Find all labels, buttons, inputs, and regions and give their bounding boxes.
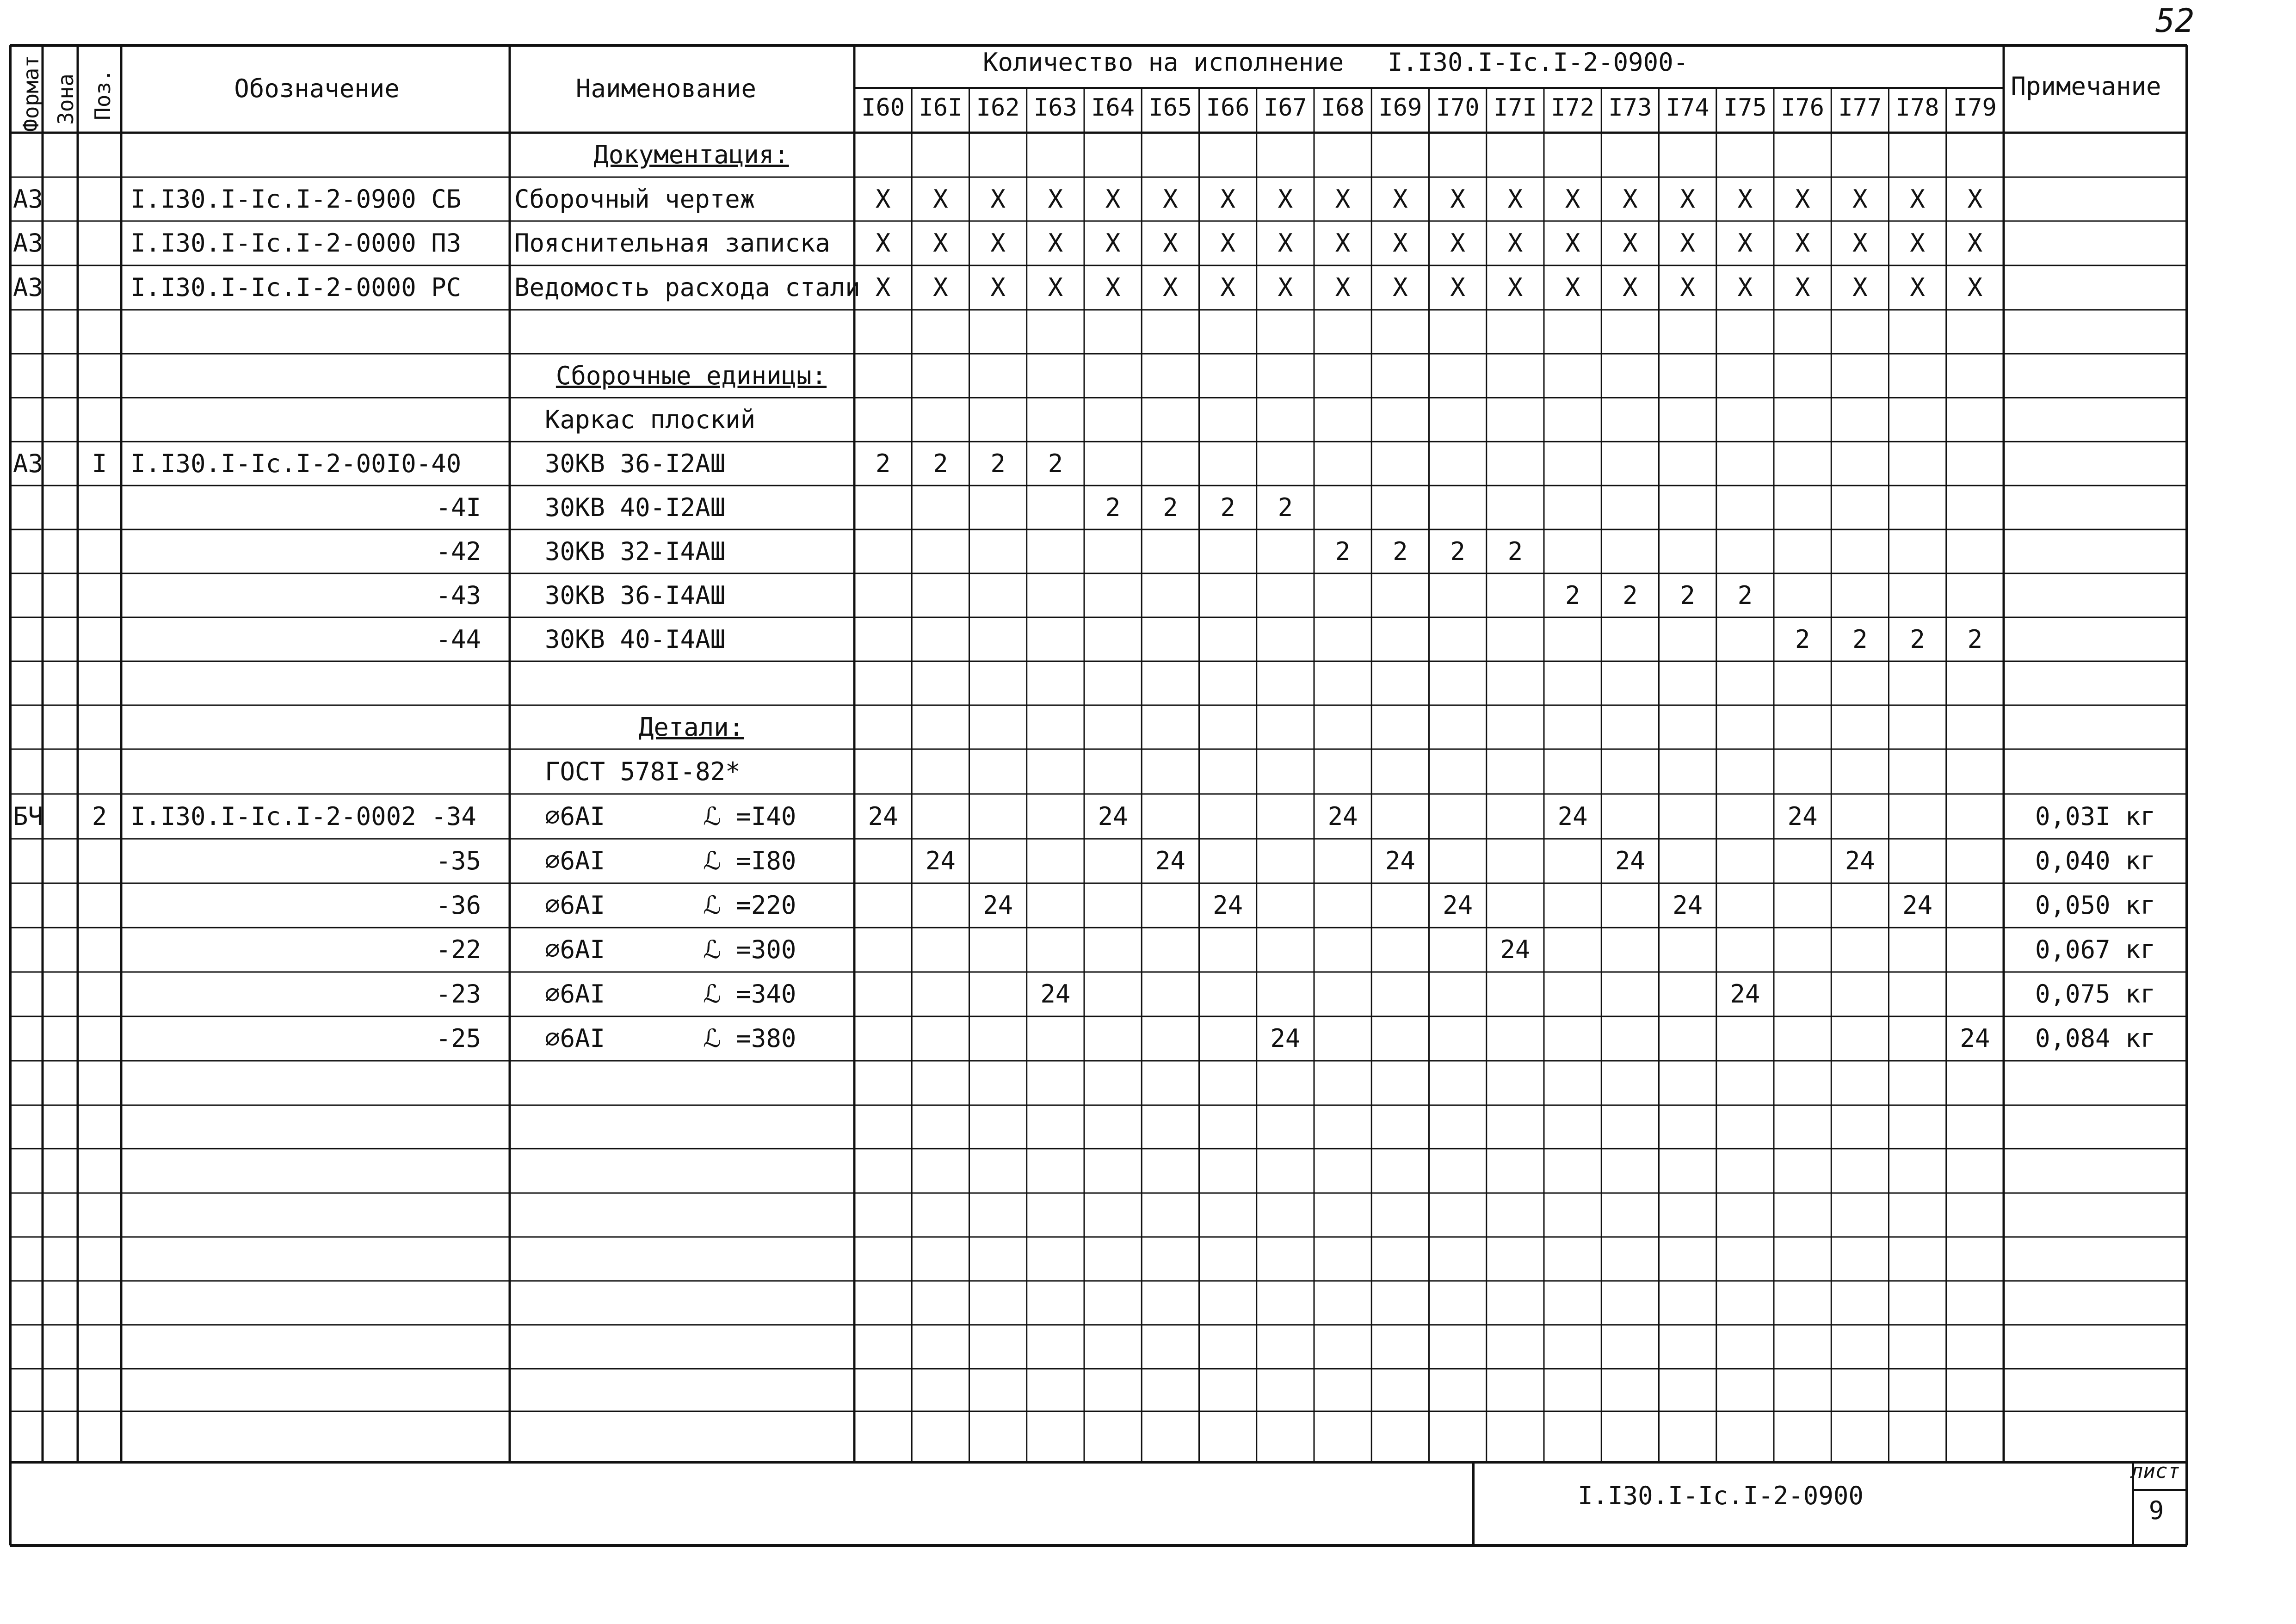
cell-designation: -35	[436, 846, 481, 875]
cell-quantity: X	[1335, 184, 1351, 214]
cell-name: ГОСТ 578I-82*	[545, 757, 741, 786]
cell-quantity: 24	[1902, 891, 1933, 920]
cell-name: 30КВ 40-I2АШ	[545, 492, 726, 522]
cell-pos: I	[92, 449, 107, 478]
header-name: Наименование	[575, 74, 757, 103]
cell-designation: -4I	[436, 492, 481, 522]
variant-label: I6I	[919, 94, 963, 122]
cell-quantity: X	[1507, 184, 1523, 214]
cell-quantity: X	[990, 184, 1006, 214]
cell-quantity: X	[1565, 273, 1580, 302]
cell-quantity: X	[1565, 228, 1580, 258]
cell-quantity: 24	[1443, 891, 1473, 920]
cell-quantity: X	[1795, 228, 1810, 258]
cell-quantity: 2	[1737, 580, 1753, 610]
sheet-number: 9	[2148, 1496, 2164, 1525]
cell-quantity: 2	[990, 449, 1006, 478]
cell-quantity: X	[1278, 184, 1293, 214]
cell-quantity: X	[1737, 273, 1753, 302]
cell-quantity: X	[1967, 273, 1983, 302]
cell-quantity: X	[1623, 228, 1638, 258]
header-designation: Обозначение	[234, 74, 400, 103]
sheet-label: лист	[2131, 1459, 2180, 1483]
cell-quantity: X	[1048, 228, 1063, 258]
cell-quantity: 2	[1680, 580, 1695, 610]
cell-quantity: 2	[1278, 492, 1293, 522]
cell-quantity: X	[1450, 273, 1465, 302]
cell-quantity: X	[1623, 184, 1638, 214]
cell-quantity: X	[1680, 273, 1695, 302]
cell-quantity: 2	[1507, 536, 1523, 566]
cell-note: 0,050 кг	[2035, 891, 2156, 920]
cell-quantity: X	[933, 228, 948, 258]
cell-quantity: 24	[1960, 1024, 1990, 1053]
cell-quantity: 2	[1105, 492, 1121, 522]
cell-format: А3	[13, 449, 43, 478]
cell-quantity: X	[1163, 273, 1178, 302]
cell-quantity: X	[1393, 273, 1408, 302]
cell-quantity: 24	[1673, 891, 1703, 920]
cell-length: ℒ =380	[703, 1024, 796, 1053]
cell-quantity: X	[1105, 228, 1121, 258]
header-quantity-code: I.I30.I-Ic.I-2-0900-	[1388, 48, 1689, 77]
variant-label: I64	[1091, 94, 1135, 122]
cell-quantity: X	[875, 273, 891, 302]
cell-quantity: 24	[1730, 979, 1760, 1009]
cell-quantity: 2	[1565, 580, 1580, 610]
cell-note: 0,040 кг	[2035, 846, 2156, 875]
variant-label: I68	[1321, 94, 1365, 122]
cell-quantity: X	[990, 273, 1006, 302]
cell-note: 0,03I кг	[2035, 801, 2156, 831]
cell-quantity: 24	[1787, 801, 1818, 831]
cell-designation: I.I30.I-Ic.I-2-0000 РС	[130, 273, 462, 302]
cell-quantity: X	[1220, 228, 1235, 258]
cell-quantity: X	[1220, 184, 1235, 214]
cell-note: 0,084 кг	[2035, 1024, 2156, 1053]
cell-quantity: X	[933, 273, 948, 302]
cell-name-section: Детали:	[638, 712, 744, 742]
variant-label: I72	[1551, 94, 1595, 122]
cell-quantity: X	[875, 228, 891, 258]
header-zone: Зона	[53, 74, 78, 125]
cell-quantity: X	[1105, 273, 1121, 302]
cell-name: ⌀6АI	[545, 979, 605, 1009]
variant-label: I67	[1263, 94, 1307, 122]
cell-quantity: X	[1680, 228, 1695, 258]
cell-quantity: 24	[1385, 846, 1415, 875]
cell-quantity: X	[1278, 273, 1293, 302]
cell-name: 30КВ 32-I4АШ	[545, 536, 726, 566]
cell-quantity: X	[1163, 228, 1178, 258]
cell-quantity: 2	[1393, 536, 1408, 566]
cell-quantity: X	[1910, 273, 1925, 302]
cell-length: ℒ =300	[703, 935, 796, 964]
cell-designation: I.I30.I-Ic.I-2-00I0-40	[130, 449, 462, 478]
cell-quantity: X	[1335, 228, 1351, 258]
cell-format: А3	[13, 273, 43, 302]
cell-name: Пояснительная записка	[514, 228, 830, 258]
cell-name: Ведомость расхода стали	[514, 273, 860, 302]
cell-quantity: 2	[1967, 624, 1983, 654]
cell-quantity: 2	[933, 449, 948, 478]
cell-quantity: 24	[1845, 846, 1875, 875]
cell-name: 30КВ 40-I4АШ	[545, 624, 726, 654]
variant-label: I65	[1148, 94, 1192, 122]
cell-quantity: X	[1852, 273, 1868, 302]
variant-label: I69	[1378, 94, 1422, 122]
cell-quantity: X	[1450, 184, 1465, 214]
cell-designation: -25	[436, 1024, 481, 1053]
cell-length: ℒ =340	[703, 979, 796, 1009]
cell-note: 0,067 кг	[2035, 935, 2156, 964]
header-format: Формат	[19, 55, 43, 132]
cell-name: ⌀6АI	[545, 891, 605, 920]
cell-quantity: 24	[983, 891, 1013, 920]
cell-designation: -22	[436, 935, 481, 964]
cell-quantity: X	[1105, 184, 1121, 214]
cell-quantity: X	[1507, 273, 1523, 302]
cell-quantity: X	[1910, 228, 1925, 258]
cell-length: ℒ =220	[703, 891, 796, 920]
cell-quantity: 24	[1327, 801, 1358, 831]
cell-name-section: Документация:	[593, 140, 789, 169]
cell-quantity: 2	[1450, 536, 1465, 566]
cell-quantity: X	[1163, 184, 1178, 214]
cell-name: 30КВ 36-I2АШ	[545, 449, 726, 478]
cell-name: ⌀6АI	[545, 801, 605, 831]
variant-label: I77	[1838, 94, 1882, 122]
cell-quantity: 24	[1155, 846, 1185, 875]
variant-label: I66	[1206, 94, 1250, 122]
cell-designation: -44	[436, 624, 481, 654]
header-quantity-title: Количество на исполнение	[983, 48, 1344, 77]
cell-length: ℒ =I80	[703, 846, 796, 875]
cell-quantity: 2	[1852, 624, 1868, 654]
cell-quantity: X	[1220, 273, 1235, 302]
cell-quantity: X	[1967, 184, 1983, 214]
cell-name: ⌀6АI	[545, 1024, 605, 1053]
cell-quantity: X	[1335, 273, 1351, 302]
cell-quantity: X	[1048, 184, 1063, 214]
cell-quantity: 24	[1557, 801, 1588, 831]
variant-label: I73	[1608, 94, 1652, 122]
cell-quantity: X	[933, 184, 948, 214]
variant-label: I62	[976, 94, 1020, 122]
cell-quantity: 2	[1623, 580, 1638, 610]
cell-quantity: 24	[1270, 1024, 1301, 1053]
variant-label: I79	[1953, 94, 1997, 122]
cell-quantity: X	[1278, 228, 1293, 258]
cell-quantity: 2	[875, 449, 891, 478]
cell-quantity: 24	[1213, 891, 1243, 920]
header-pos: Поз.	[90, 69, 115, 120]
cell-note: 0,075 кг	[2035, 979, 2156, 1009]
cell-quantity: 24	[1500, 935, 1531, 964]
cell-quantity: X	[1852, 228, 1868, 258]
variant-label: I60	[861, 94, 905, 122]
variant-label: I75	[1723, 94, 1767, 122]
header-note: Примечание	[2011, 72, 2161, 101]
cell-quantity: 24	[1098, 801, 1128, 831]
cell-designation: -36	[436, 891, 481, 920]
cell-quantity: X	[875, 184, 891, 214]
cell-designation: -43	[436, 580, 481, 610]
cell-name: ⌀6АI	[545, 935, 605, 964]
cell-designation: I.I30.I-Ic.I-2-0000 ПЗ	[130, 228, 462, 258]
variant-label: I70	[1436, 94, 1480, 122]
cell-quantity: 2	[1048, 449, 1063, 478]
variant-label: I76	[1781, 94, 1825, 122]
cell-quantity: X	[1565, 184, 1580, 214]
cell-name: Каркас плоский	[545, 405, 756, 434]
cell-quantity: 24	[868, 801, 898, 831]
cell-quantity: X	[1737, 228, 1753, 258]
cell-quantity: X	[1795, 273, 1810, 302]
cell-quantity: 2	[1910, 624, 1925, 654]
variant-label: I78	[1895, 94, 1939, 122]
cell-quantity: X	[1450, 228, 1465, 258]
cell-name: 30КВ 36-I4АШ	[545, 580, 726, 610]
cell-name: Сборочный чертеж	[514, 184, 755, 214]
cell-quantity: 24	[925, 846, 956, 875]
cell-quantity: X	[1507, 228, 1523, 258]
cell-length: ℒ =I40	[703, 801, 796, 831]
cell-quantity: X	[1393, 228, 1408, 258]
cell-format: А3	[13, 184, 43, 214]
cell-quantity: 2	[1163, 492, 1178, 522]
variant-label: I63	[1033, 94, 1077, 122]
cell-quantity: 2	[1220, 492, 1235, 522]
variant-label: I74	[1666, 94, 1710, 122]
cell-designation: I.I30.I-Ic.I-2-0002 -34	[130, 801, 476, 831]
cell-designation: I.I30.I-Ic.I-2-0900 СБ	[130, 184, 462, 214]
variant-label: I7I	[1493, 94, 1537, 122]
cell-quantity: 24	[1615, 846, 1645, 875]
cell-quantity: X	[1967, 228, 1983, 258]
cell-quantity: X	[1680, 184, 1695, 214]
cell-quantity: X	[1852, 184, 1868, 214]
cell-format: А3	[13, 228, 43, 258]
cell-quantity: X	[1048, 273, 1063, 302]
cell-designation: -42	[436, 536, 481, 566]
cell-quantity: X	[1910, 184, 1925, 214]
cell-name-section: Сборочные единицы:	[555, 361, 827, 390]
cell-format: БЧ	[13, 801, 43, 831]
cell-pos: 2	[92, 801, 107, 831]
cell-quantity: X	[1737, 184, 1753, 214]
cell-quantity: X	[1393, 184, 1408, 214]
cell-quantity: X	[990, 228, 1006, 258]
cell-quantity: 24	[1040, 979, 1071, 1009]
cell-name: ⌀6АI	[545, 846, 605, 875]
cell-quantity: 2	[1795, 624, 1810, 654]
cell-designation: -23	[436, 979, 481, 1009]
document-code: I.I30.I-Ic.I-2-0900	[1578, 1481, 1864, 1510]
cell-quantity: X	[1623, 273, 1638, 302]
cell-quantity: X	[1795, 184, 1810, 214]
cell-quantity: 2	[1335, 536, 1351, 566]
page-number-mark: 52	[2155, 2, 2195, 40]
